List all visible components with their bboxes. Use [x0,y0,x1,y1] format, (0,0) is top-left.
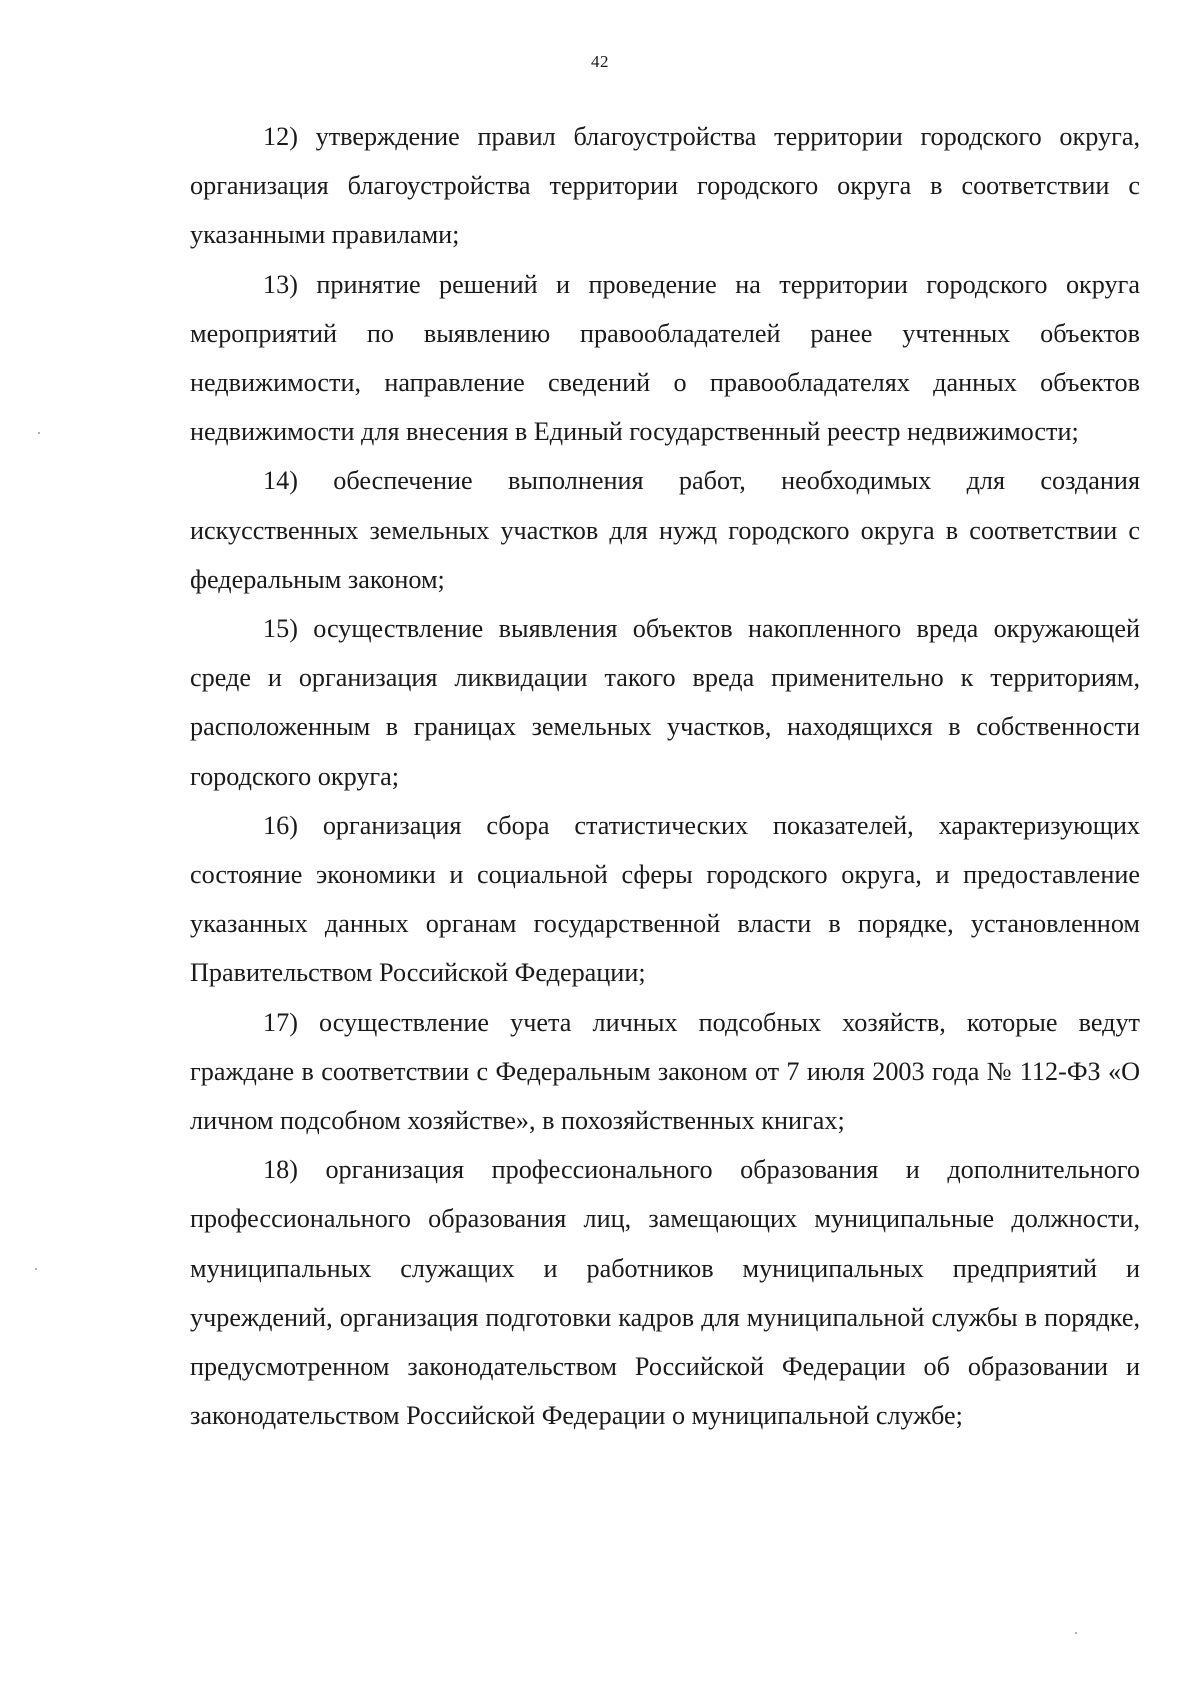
paragraph-item-14: 14) обеспечение выполнения работ, необходимых для создания искусственных земельных участков для нужд городского округа в соответствии с федеральным законом; [190,466,1140,594]
page-number: 42 [591,52,609,71]
scan-speck [1075,1632,1077,1634]
document-body [190,112,1140,1440]
paragraph-item-16: 16) организация сбора статистических показателей, характеризующих состояние экономики и социальной сферы городского округа, и предоставление указанных данных органам государственной власти в порядке, установленном Правительством Российской Федерации; [190,810,1140,988]
paragraph-item-15: 15) осуществление выявления объектов накопленного вреда окружающей среде и организация ликвидации такого вреда применительно к территориям, расположенным в границах земельных участков, находящихся в собственности городского округа; [190,614,1140,791]
paragraph-item-12: 12) утверждение правил благоустройства территории городского округа, организация благоустройства территории городского округа в соответствии с указанными правилами; [190,122,1140,250]
paragraph-item-13: 13) принятие решений и проведение на территории городского округа мероприятий по выявлению правообладателей ранее учтенных объектов недвижимости, направление сведений о правообладателях данных объектов недвижимости для внесения в Единый государственный реестр недвижимости; [190,269,1140,447]
scan-speck [38,432,40,434]
paragraph-item-17: 17) осуществление учета личных подсобных хозяйств, которые ведут граждане в соответствии с Федеральным законом от 7 июля 2003 года № 112-ФЗ «О личном подсобном хозяйстве», в похозяйственных книгах; [190,1007,1140,1136]
paragraph-item-18: 18) организация профессионального образования и дополнительного профессионального образования лиц, замещающих муниципальные должности, муниципальных служащих и работников муниципальных предприятий и учреждений, организация подготовки кадров для муниципальной службы в порядке, предусмотренном законодательством Российской Федерации об образовании и законодательством Российской Федерации о муниципальной службе; [190,1155,1140,1431]
scan-speck [35,1268,37,1270]
